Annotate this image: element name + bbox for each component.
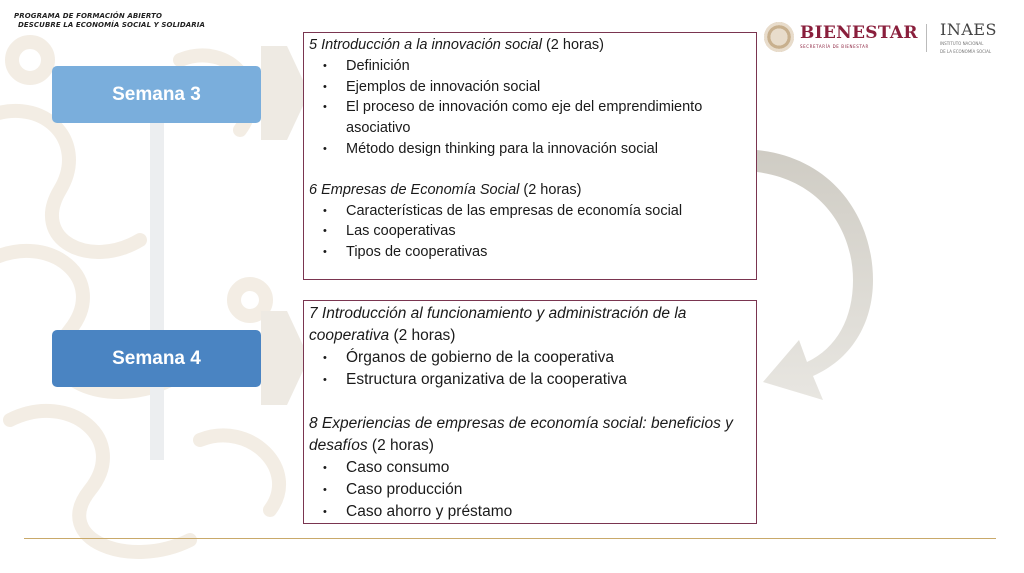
logo-divider	[926, 24, 927, 52]
module-8-topics	[309, 457, 751, 523]
module-7-topics	[309, 347, 751, 391]
bienestar-logo-subtitle: SECRETARÍA DE BIENESTAR	[800, 44, 869, 49]
chevron-right-icon	[261, 38, 309, 148]
module-7-title	[309, 303, 751, 347]
week-4-content-box	[303, 300, 757, 524]
chevron-right-icon	[261, 303, 309, 413]
list-item: • Las cooperativas	[309, 221, 751, 242]
module-5-name: 5 Introducción a la innovación social	[309, 37, 542, 53]
footer-divider	[24, 538, 996, 539]
module-5-hours: (2 horas)	[541, 37, 605, 53]
list-item: • Características de las empresas de economía social	[309, 201, 751, 222]
module-7-name: 7 Introducción al funcionamiento y administración de la cooperativa	[309, 305, 687, 344]
module-5-title	[309, 35, 751, 56]
list-item: • Estructura organizativa de la cooperativa	[309, 369, 751, 391]
list-item: • Método design thinking para la innovación social	[309, 139, 751, 160]
week-3-content-box	[303, 32, 757, 280]
curved-arrow-icon	[755, 150, 885, 410]
inaes-logo-name: INAES	[940, 20, 998, 39]
program-title-line2: DESCUBRE LA ECONOMÍA SOCIAL Y SOLIDARIA	[18, 21, 205, 29]
program-title	[14, 12, 205, 30]
list-item: • Tipos de cooperativas	[309, 242, 751, 263]
inaes-logo-subtitle-line2: DE LA ECONOMÍA SOCIAL	[940, 49, 992, 54]
week-3-label: Semana 3	[52, 66, 261, 123]
timeline-bar	[150, 110, 164, 460]
module-6-name: 6 Empresas de Economía Social	[309, 181, 520, 198]
inaes-logo	[940, 22, 997, 54]
module-8-title	[309, 413, 751, 457]
module-7-hours: (2 horas)	[389, 327, 456, 344]
bienestar-logo	[764, 22, 918, 52]
list-item: • Órganos de gobierno de la cooperativa	[309, 347, 751, 369]
inaes-logo-subtitle-line1: INSTITUTO NACIONAL	[940, 41, 984, 46]
module-8-hours: (2 horas)	[367, 437, 434, 454]
module-6-title	[309, 180, 751, 201]
list-item: • Caso consumo	[309, 457, 751, 479]
module-6-topics	[309, 201, 751, 263]
list-item: • Caso producción	[309, 479, 751, 501]
module-6-hours: (2 horas)	[519, 181, 582, 198]
list-item: • Caso ahorro y préstamo	[309, 501, 751, 523]
list-item: • Ejemplos de innovación social	[309, 77, 751, 98]
government-seal-icon	[764, 22, 794, 52]
week-4-label: Semana 4	[52, 330, 261, 387]
list-item: • Definición	[309, 56, 751, 77]
module-8-name: 8 Experiencias de empresas de economía social: beneficios y desafíos	[309, 415, 733, 454]
list-item: • El proceso de innovación como eje del emprendimiento asociativo	[309, 97, 751, 139]
bienestar-logo-name: BIENESTAR	[800, 23, 918, 43]
module-5-topics	[309, 56, 751, 160]
program-title-line1: PROGRAMA DE FORMACIÓN ABIERTO	[14, 12, 162, 20]
